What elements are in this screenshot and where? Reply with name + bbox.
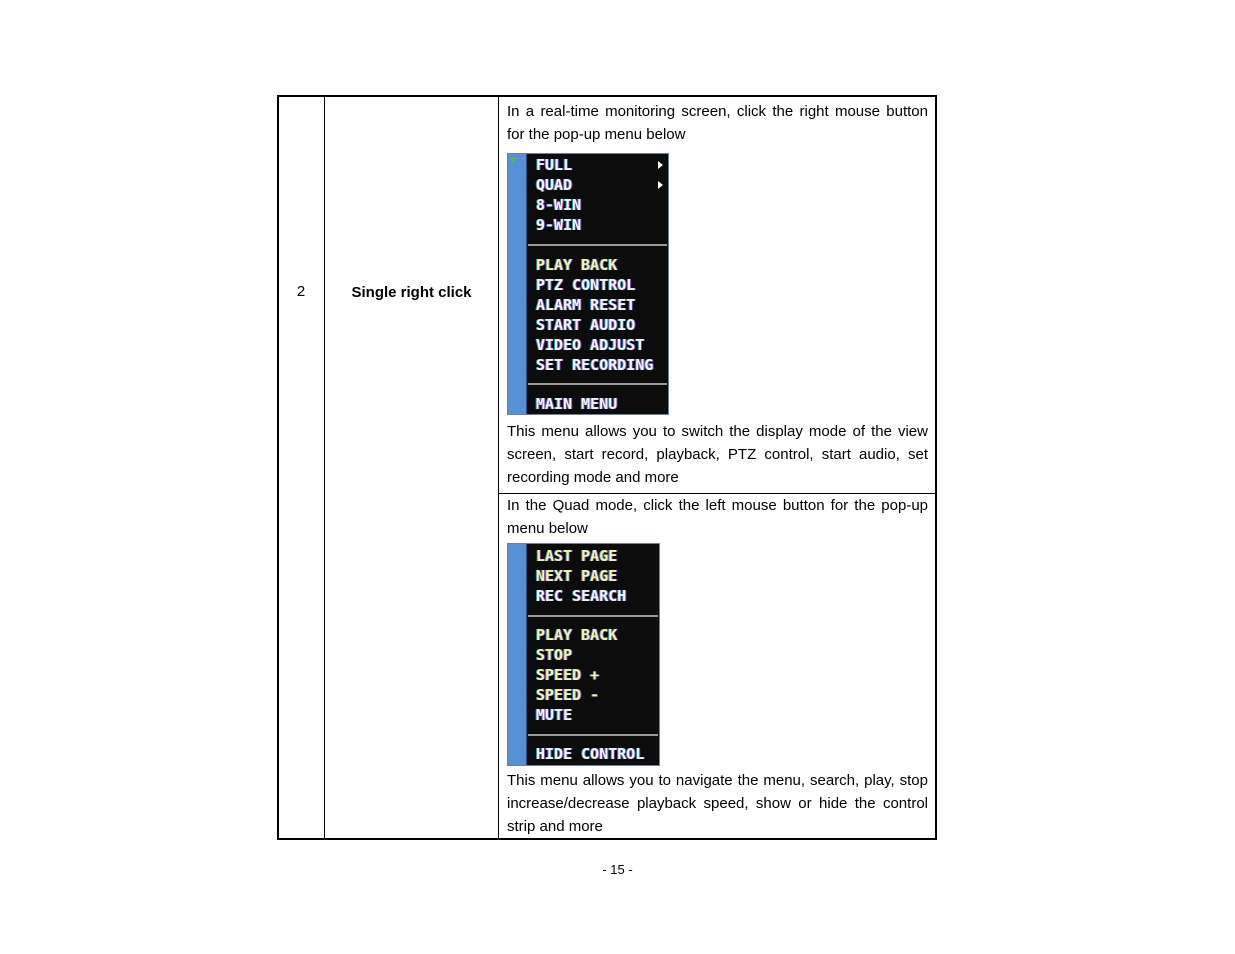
action-label: Single right click <box>351 284 472 301</box>
menu-item-start-audio: START AUDIO <box>536 316 636 334</box>
menu-separator <box>528 615 658 617</box>
page-number: - 15 - <box>602 862 633 877</box>
menu-item-quad: QUAD <box>536 176 573 194</box>
submenu-arrow-icon <box>658 161 663 169</box>
menu-item-play-back: PLAY BACK <box>536 256 618 274</box>
menu-item-play-back: PLAY BACK <box>536 626 618 644</box>
menu-item-video-adjust: VIDEO ADJUST <box>536 336 645 354</box>
right-click-intro: In a real-time monitoring screen, click the right mouse button for the pop-up menu below <box>507 103 928 143</box>
quad-mode-description: This menu allows you to navigate the menu, search, play, stop increase/decrease playback speed, show or hide the control strip and more <box>507 772 928 835</box>
quad-mode-intro: In the Quad mode, click the left mouse button for the pop-up menu below <box>507 497 928 537</box>
menu-item-rec-search: REC SEARCH <box>536 587 627 605</box>
column-divider <box>324 95 325 840</box>
menu-item-next-page: NEXT PAGE <box>536 567 618 585</box>
menu-item-main-menu: MAIN MENU <box>536 395 618 413</box>
row-number: 2 <box>296 283 306 300</box>
right-click-popup-menu <box>507 153 669 415</box>
menu-separator <box>528 244 667 246</box>
menu-item-alarm-reset: ALARM RESET <box>536 296 636 314</box>
menu-item-8-win: 8-WIN <box>536 196 582 214</box>
right-click-description: This menu allows you to switch the display mode of the view screen, start record, playback, PTZ control, start audio, set recording mode and more <box>507 423 928 486</box>
menu-item-speed-minus: SPEED - <box>536 686 600 704</box>
menu-side-strip <box>508 154 527 414</box>
menu-item-stop: STOP <box>536 646 573 664</box>
menu-side-strip <box>508 544 527 765</box>
menu-item-last-page: LAST PAGE <box>536 547 618 565</box>
menu-item-mute: MUTE <box>536 706 573 724</box>
column-divider <box>498 95 499 840</box>
menu-separator <box>528 734 658 736</box>
menu-item-9-win: 9-WIN <box>536 216 582 234</box>
submenu-arrow-icon <box>658 181 663 189</box>
menu-item-ptz-control: PTZ CONTROL <box>536 276 636 294</box>
instruction-table <box>277 95 937 840</box>
quad-mode-popup-menu <box>507 543 660 766</box>
menu-item-full: FULL <box>536 156 573 174</box>
menu-separator <box>528 383 667 385</box>
menu-item-speed-plus: SPEED + <box>536 666 600 684</box>
menu-item-set-recording: SET RECORDING <box>536 356 654 374</box>
mouse-cursor-icon: ✦ <box>508 153 519 167</box>
menu-item-hide-control: HIDE CONTROL <box>536 745 645 763</box>
